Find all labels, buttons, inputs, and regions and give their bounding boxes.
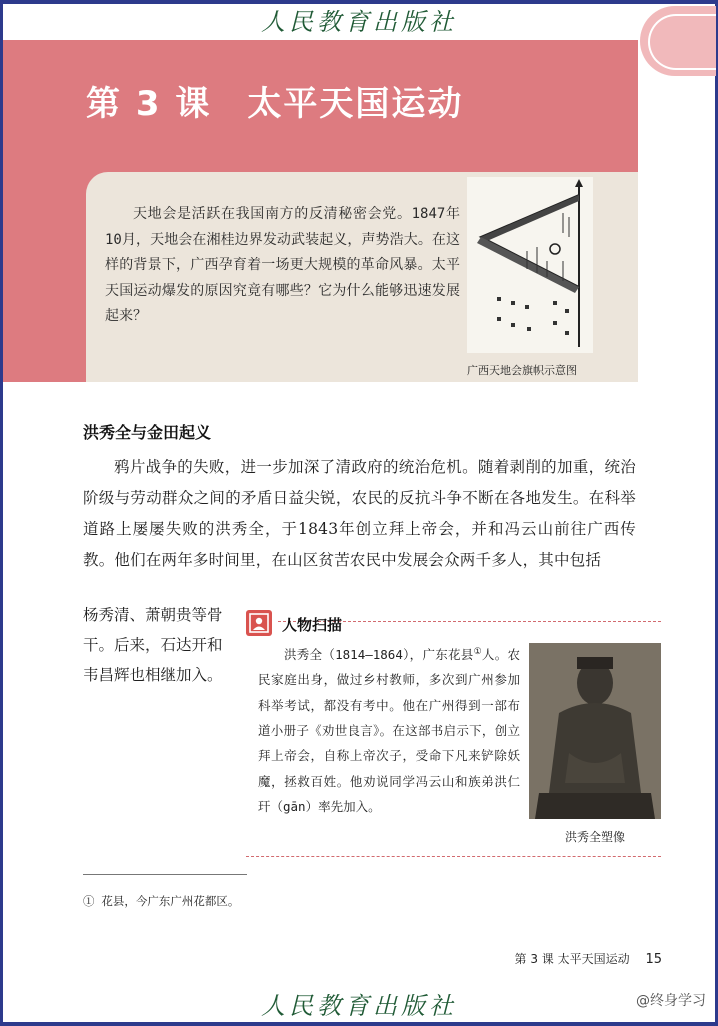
person-icon xyxy=(246,610,272,636)
lesson-name: 太平天国运动 xyxy=(247,84,464,124)
flag-caption: 广西天地会旗帜示意图 xyxy=(467,364,577,377)
body-paragraph-continued: 杨秀清、萧朝贵等骨干。后来，石达开和韦昌辉也相继加入。 xyxy=(83,606,223,684)
lesson-number: 第 3 课 xyxy=(86,84,212,124)
profile-text-start: 洪秀全（1814—1864），广东花县 xyxy=(284,647,474,663)
footnote: ① 花县，今广东广州花都区。 xyxy=(83,894,240,908)
lesson-title xyxy=(86,76,463,125)
publisher-logo-bottom: 人民教育出版社 xyxy=(261,992,457,1020)
intro-text: 天地会是活跃在我国南方的反清秘密会党。1847年10月，天地会在湘桂边界发动武装起义，声势浩大。在这样的背景下，广西孕育着一场更大规模的革命风暴。太平天国运动爆发的原因究竟有哪些？它为什么能够迅速发展起来？ xyxy=(105,206,460,324)
page-footer xyxy=(515,950,662,967)
footnote-rule xyxy=(83,874,247,875)
page-frame-bottom xyxy=(0,1022,718,1026)
profile-box-bottom-rule xyxy=(246,856,661,857)
section-heading: 洪秀全与金田起义 xyxy=(83,423,212,442)
footer-lesson-label: 第 3 课 xyxy=(514,952,554,966)
statue-caption: 洪秀全塑像 xyxy=(564,830,625,844)
flag-illustration xyxy=(467,177,593,353)
page-number: 15 xyxy=(645,952,662,967)
profile-box-text xyxy=(258,640,520,819)
corner-decoration-ring xyxy=(648,14,716,70)
profile-text-rest: 人。农民家庭出身，做过乡村教师，多次到广州参加科举考试，都没有考中。他在广州得到一部布道小册子《劝世良言》。在这部书启示下，创立拜上帝会，自称上帝次子，受命下凡来铲除妖魔，拯救百姓。他劝说同学冯云山和族弟洪仁玕（gān）率先加入。 xyxy=(258,647,520,814)
watermark: @终身学习 xyxy=(636,993,706,1009)
footnote-marker: ① xyxy=(473,647,482,657)
profile-box-heading: 人物扫描 xyxy=(282,616,343,634)
publisher-logo-top: 人民教育出版社 xyxy=(261,8,457,36)
body-paragraph: 鸦片战争的失败，进一步加深了清政府的统治危机。随着剥削的加重，统治阶级与劳动群众之间的矛盾日益尖锐，农民的反抗斗争不断在各地发生。在科举道路上屡屡失败的洪秀全，于1843年创立拜上帝会，并和冯云山前往广西传教。他们在两年多时间里，在山区贫苦农民中发展会众两千多人，其中包括 xyxy=(83,458,636,569)
footer-lesson-title: 太平天国运动 xyxy=(557,952,630,966)
statue-photo xyxy=(529,643,661,819)
